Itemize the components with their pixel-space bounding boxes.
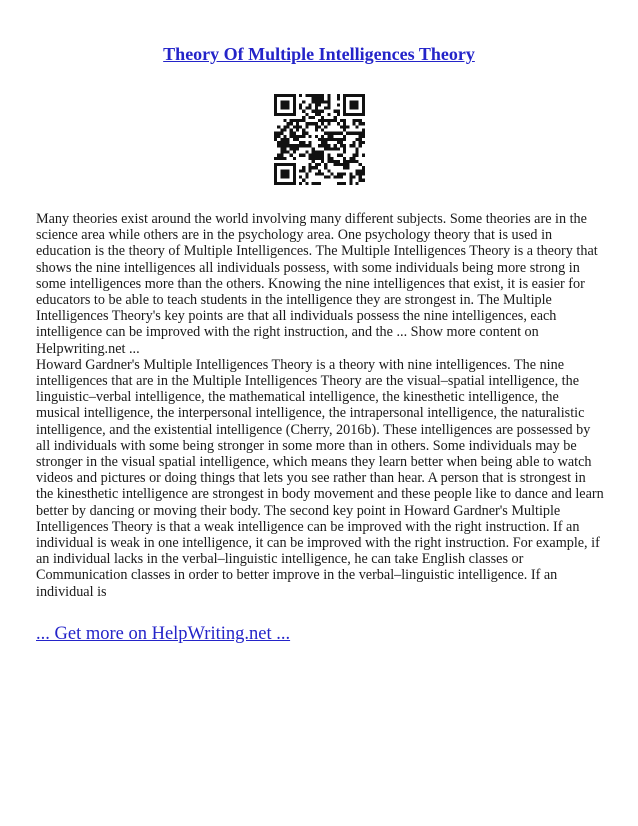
qr-code-graphic <box>274 94 365 185</box>
qr-code-icon <box>274 94 365 185</box>
document-body <box>36 211 606 600</box>
paragraph-1: Many theories exist around the world involving many different subjects. Some theories are in the science area while others are in the psychology area. One psychology theory that is used in education is the theory of Multiple Intelligences. The Multiple Intelligences Theory is a theory that shows the nine intelligences all individuals possess, with some individuals being more strong in some intelligences more than the others. Knowing the nine intelligences that exist, it is easier for educators to be able to teach students in the intelligence they are strongest in. The Multiple Intelligences Theory's key points are that all individuals possess the nine intelligences, each intelligence can be improved with the right instruction, and the ... Show more content on Helpwriting.net ... <box>36 211 598 357</box>
document-title[interactable]: Theory Of Multiple Intelligences Theory <box>163 44 475 64</box>
paragraph-2: Howard Gardner's Multiple Intelligences Theory is a theory with nine intelligences. The nine intelligences that are in the Multiple Intelligences Theory are the visual–spatial intelligence, the linguistic–verbal intelligence, the mathematical intelligence, the kinesthetic intelligence, the musical intelligence, the interpersonal intelligence, the intrapersonal intelligence, the naturalistic intelligence, and the existential intelligence (Cherry, 2016b). These intelligences are possessed by all individuals with some being stronger in some more than in others. Some individuals may be stronger in the visual spatial intelligence, which means they learn better when being able to watch videos and pictures or doing things that lets you see rather than hear. A person that is strongest in the kinesthetic intelligence are strongest in body movement and these people like to dance and learn better by dancing or moving their body. The second key point in Howard Gardner's Multiple Intelligences Theory is that a weak intelligence can be improved with the right instruction. If an individual is weak in one intelligence, it can be improved with the right instruction. For example, if an individual lacks in the verbal–linguistic intelligence, he can take English classes or Communication classes in order to better improve in the verbal–linguistic intelligence. If an individual is <box>36 356 604 600</box>
get-more-link[interactable]: ... Get more on HelpWriting.net ... <box>36 624 291 644</box>
